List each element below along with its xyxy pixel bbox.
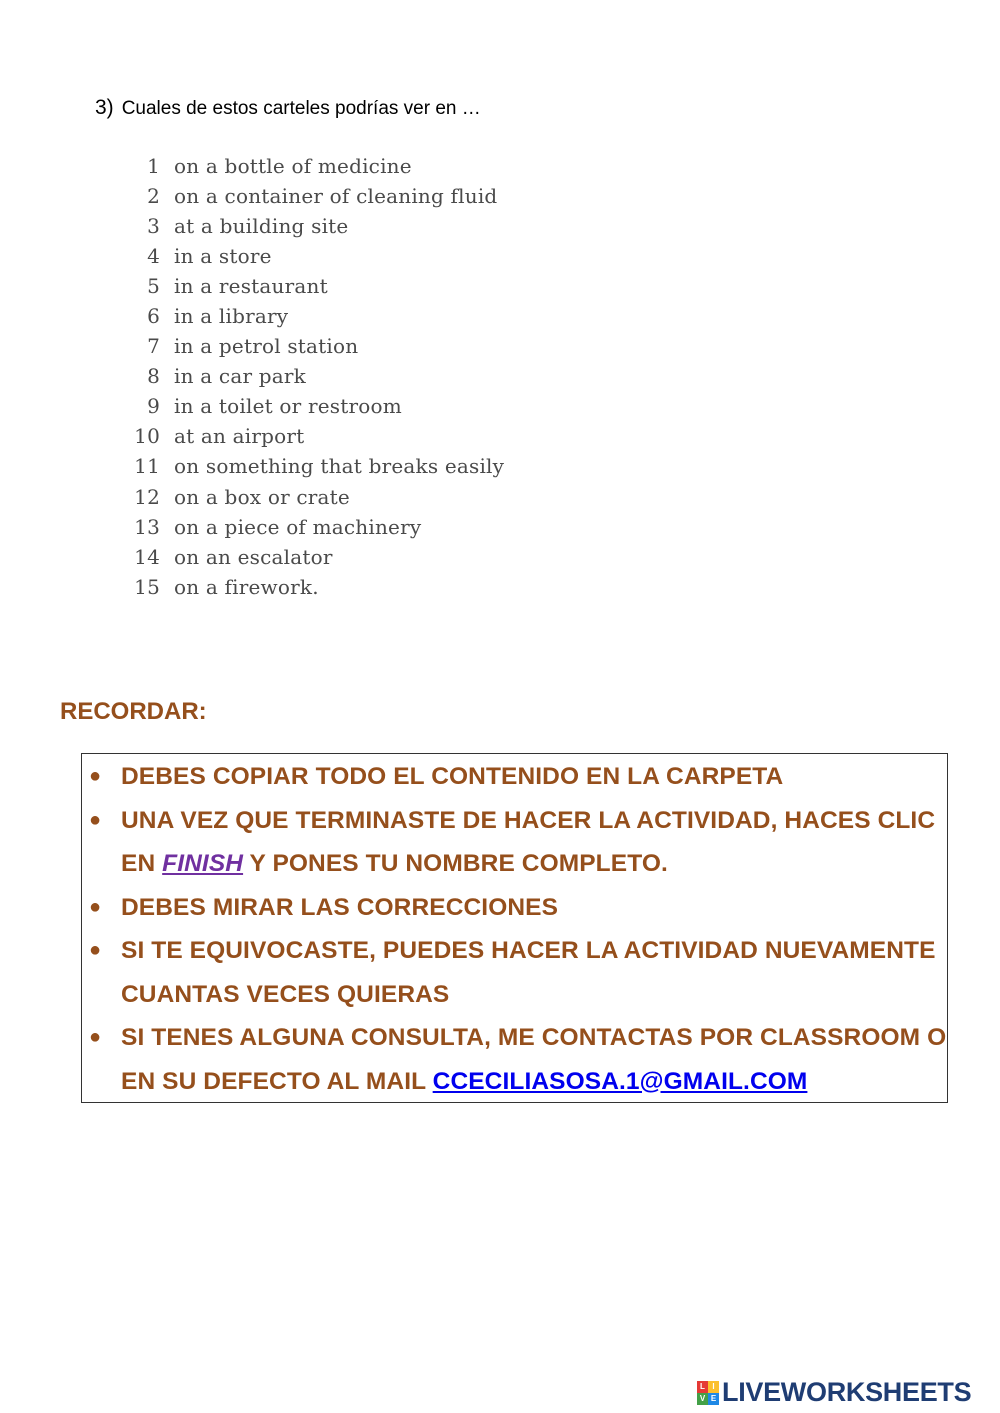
bullet-icon: ● <box>89 939 102 961</box>
icon-cell: V <box>697 1393 708 1405</box>
list-item: 11 on something that breaks easily <box>134 454 505 479</box>
list-item: 7 in a petrol station <box>147 334 359 359</box>
list-item: 10 at an airport <box>134 424 305 449</box>
list-item: 15 on a firework. <box>134 574 319 599</box>
list-item: 9 in a toilet or restroom <box>147 394 402 419</box>
bullet-icon: ● <box>89 808 102 831</box>
finish-link[interactable]: FINISH <box>162 850 244 877</box>
bullet-icon: ● <box>89 765 102 787</box>
list-item: 4 in a store <box>147 244 272 269</box>
reminder-item: ● DEBES COPIAR TODO EL CONTENIDO EN LA CARPETA <box>82 755 947 799</box>
list-item: 2 on a container of cleaning fluid <box>147 184 498 209</box>
icon-cell: L <box>697 1381 708 1393</box>
list-item: 14 on an escalator <box>134 544 333 569</box>
icon-cell: E <box>708 1393 719 1405</box>
list-item: 3 at a building site <box>147 214 349 239</box>
question-heading <box>95 96 481 120</box>
question-number: 3) <box>95 96 114 119</box>
bullet-icon: ● <box>89 895 102 918</box>
reminder-item: ● SI TE EQUIVOCASTE, PUEDES HACER LA ACTIVIDAD NUEVAMENTE CUANTAS VECES QUIERAS <box>82 929 947 1016</box>
icon-cell: I <box>708 1381 719 1393</box>
list-item: 6 in a library <box>147 304 289 329</box>
liveworksheets-logo <box>697 1377 971 1408</box>
list-item: 13 on a piece of machinery <box>134 514 422 539</box>
reminder-box <box>81 753 948 1103</box>
places-list <box>128 151 504 602</box>
list-item: 1 on a bottle of medicine <box>147 154 412 178</box>
list-item: 5 in a restaurant <box>147 274 328 299</box>
brand-name: LIVEWORKSHEETS <box>722 1377 972 1407</box>
liveworksheets-icon <box>697 1381 719 1405</box>
bullet-icon: ● <box>89 1026 102 1048</box>
list-item: 8 in a car park <box>147 364 306 389</box>
reminder-item: ● SI TENES ALGUNA CONSULTA, ME CONTACTAS POR CLASSROOM O EN SU DEFECTO AL MAIL CCECILIASOSA.1@GMAIL.COM <box>82 1016 947 1103</box>
reminder-item: ● UNA VEZ QUE TERMINASTE DE HACER LA ACTIVIDAD, HACES CLIC EN FINISH Y PONES TU NOMBRE COMPLETO. <box>82 799 947 886</box>
email-link[interactable]: CCECILIASOSA.1@GMAIL.COM <box>432 1067 808 1095</box>
reminder-title: RECORDAR: <box>60 698 207 725</box>
reminder-list <box>82 755 947 1103</box>
question-text: Cuales de estos carteles podrías ver en … <box>121 98 481 119</box>
reminder-item: ● DEBES MIRAR LAS CORRECCIONES <box>82 886 947 930</box>
list-item: 12 on a box or crate <box>134 484 350 509</box>
